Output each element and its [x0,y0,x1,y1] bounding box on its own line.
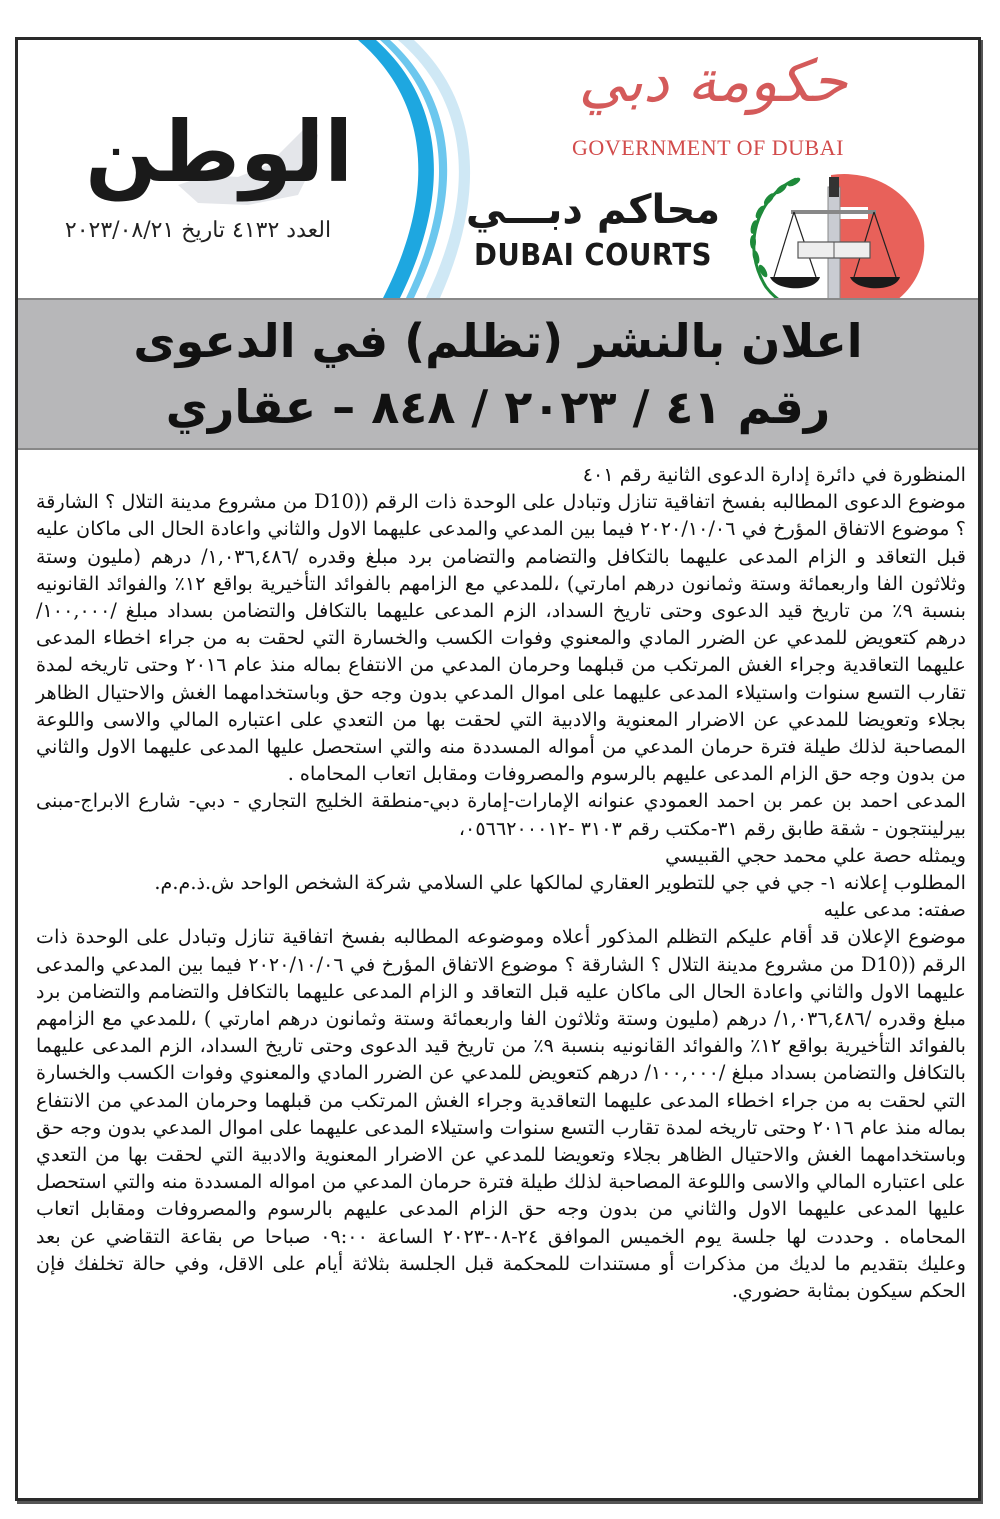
body-paragraph: صفته: مدعى عليه [823,898,966,922]
body-paragraph: موضوع الدعوى المطالبه بفسخ اتفاقية تنازل وتبادل على الوحدة ذات الرقم ((D10 من مشروع مدينة التلال ؟ الشارقة ؟ موضوع الاتفاق المؤرخ في ٢٠٢٠/١٠/٠٦ فيما بين المدعي والمدعى عليهما الاول والثاني واعادة الحال الى ماكان عليه قبل التعاقد و الزام المدعى عليهما بالتكافل والتضامم والتضامن برد مبلغ وقدره /١,٠٣٦,٤٨٦/ درهم (مليون وستة وثلاثون الفا واربعمائة وستة وثمانون درهم امارتي) ،للمدعي مع الزامهم بالفوائد التأخيرية بواقع ١٢٪ والفوائد القانونيه بنسبة ٩٪ من تاريخ قيد الدعوى وحتى تاريخ السداد، الزم المدعى عليهما بالتكافل والتضامن بسداد مبلغ /١٠٠,٠٠٠/ درهم كتعويض للمدعي عن الضرر المادي والمعنوي وفوات الكسب والخسارة التي لحقت به من جراء اخطاء المدعى عليهما التعاقدية وجراء الغش المرتكب من قبلهما وحرمان المدعي من الانتفاع بماله منذ عام ٢٠١٦ وحتى تاريخه لمدة تقارب التسع سنوات واستيلاء المدعى عليهما على اموال المدعي بدون وجه حق وباستخدامهما الغش والاحتيال الظاهر بجلاء وتعويضا للمدعي عن الاضرار المعنوية والادبية التي لحقت بها من التعدي على اعتباره المالي والاسى واللوعة المصاحبة لذلك طيلة فترة حرمان المدعي من أمواله المسددة منه والتي استحصل عليها المدعى عليهما الاول والثاني من بدون وجه حق الزام المدعى عليهم بالرسوم والمصروفات ومقابل اتعاب المحاماه . [36,490,966,786]
dubai-courts-arabic: محاكم دبـــي [465,187,721,233]
announcement-frame [15,37,981,1501]
government-of-dubai-arabic-logo: حكومة دبي [578,47,848,115]
issue-date: العدد ٤١٣٢ تاريخ ٢٠٢٣/٠٨/٢١ [64,218,332,243]
dubai-courts-english: DUBAI COURTS [474,238,712,273]
body-paragraph: المطلوب إعلانه ١- جي في جي للتطوير العقاري لمالكها علي السلامي شركة الشخص الواحد ش.ذ.م.م. [154,871,966,895]
announcement-body [36,461,966,1304]
newspaper-logo: الوطن [85,103,353,201]
header [18,40,978,298]
announcement-title: اعلان بالنشر (تظلم) في الدعوى [133,314,863,368]
dubai-courts-emblem-icon [736,167,951,317]
body-paragraph: المدعى احمد بن عمر بن احمد العمودي عنوانه الإمارات-إمارة دبي-منطقة الخليج التجاري - دبي- شارع الابراج-مبنى بيرلينتجون - شقة طابق رقم ٣١-مكتب رقم ٣١٠٣ -٠٥٦٦٢٠٠٠١٢، [36,789,966,840]
body-paragraph: موضوع الإعلان قد أقام عليكم التظلم المذكور أعلاه وموضوعه المطالبه بفسخ اتفاقية تنازل وتبادل على الوحدة ذات الرقم ((D10 من مشروع مدينة التلال ؟ الشارقة ؟ موضوع الاتفاق المؤرخ في ٢٠٢٠/١٠/٠٦ فيما بين المدعي والمدعى عليهما الاول والثاني واعادة الحال الى ماكان عليه قبل التعاقد و الزام المدعى عليهما بالتكافل والتضامم والتضامن برد مبلغ وقدره /١,٠٣٦,٤٨٦/ درهم (مليون وستة وثلاثون الفا واربعمائة وستة وثمانون درهم امارتي ) ،للمدعي مع الزامهم بالفوائد التأخيرية بواقع ١٢٪ والفوائد القانونيه بنسبة ٩٪ من تاريخ قيد الدعوى وحتى تاريخ السداد، الزم المدعى عليهما بالتكافل والتضامن بسداد مبلغ /١٠٠,٠٠٠/ درهم كتعويض للمدعي عن الضرر المادي والمعنوي وفوات الكسب والخسارة التي لحقت به من جراء اخطاء المدعى عليهما التعاقدية وجراء الغش المرتكب من قبلهما وحرمان المدعي من الانتفاع بماله منذ عام ٢٠١٦ وحتى تاريخه لمدة تقارب التسع سنوات واستيلاء المدعى عليهما على اموال المدعي بدون وجه حق وباستخدامهما الغش والاحتيال الظاهر بجلاء وتعويضا للمدعي عن الاضرار المعنوية والادبية التي لحقت بها من التعدي على اعتباره المالي والاسى واللوعة المصاحبة لذلك طيلة فترة حرمان المدعي من امواله المسددة منه والتي استحصل عليها المدعى عليهما الاول والثاني من بدون وجه حق الزام المدعى عليهم بالرسوم والمصروفات ومقابل اتعاب المحاماه . وحددت لها جلسة يوم الخميس الموافق ٢٤-٠٨-٢٠٢٣ الساعة ٠٩:٠٠ صباحا ص بقاعة التقاضي عن بعد وعليك بتقديم ما لديك من مذكرات أو مستندات للمحكمة قبل الجلسة بثلاثة أيام على الاقل، وفي حالة تخلفك فإن الحكم سيكون بمثابة حضوري. [36,925,967,1303]
body-paragraph: ويمثله حصة علي محمد حجي القبيسي [665,843,966,867]
body-paragraph: المنظورة في دائرة إدارة الدعوى الثانية رقم ٤٠١ [582,463,966,486]
government-of-dubai-english: GOVERNMENT OF DUBAI [572,135,844,160]
announcement-title-banner [18,298,978,450]
case-number: رقم ٤١ / ٢٠٢٣ / ٨٤٨ – عقاري [165,380,831,434]
